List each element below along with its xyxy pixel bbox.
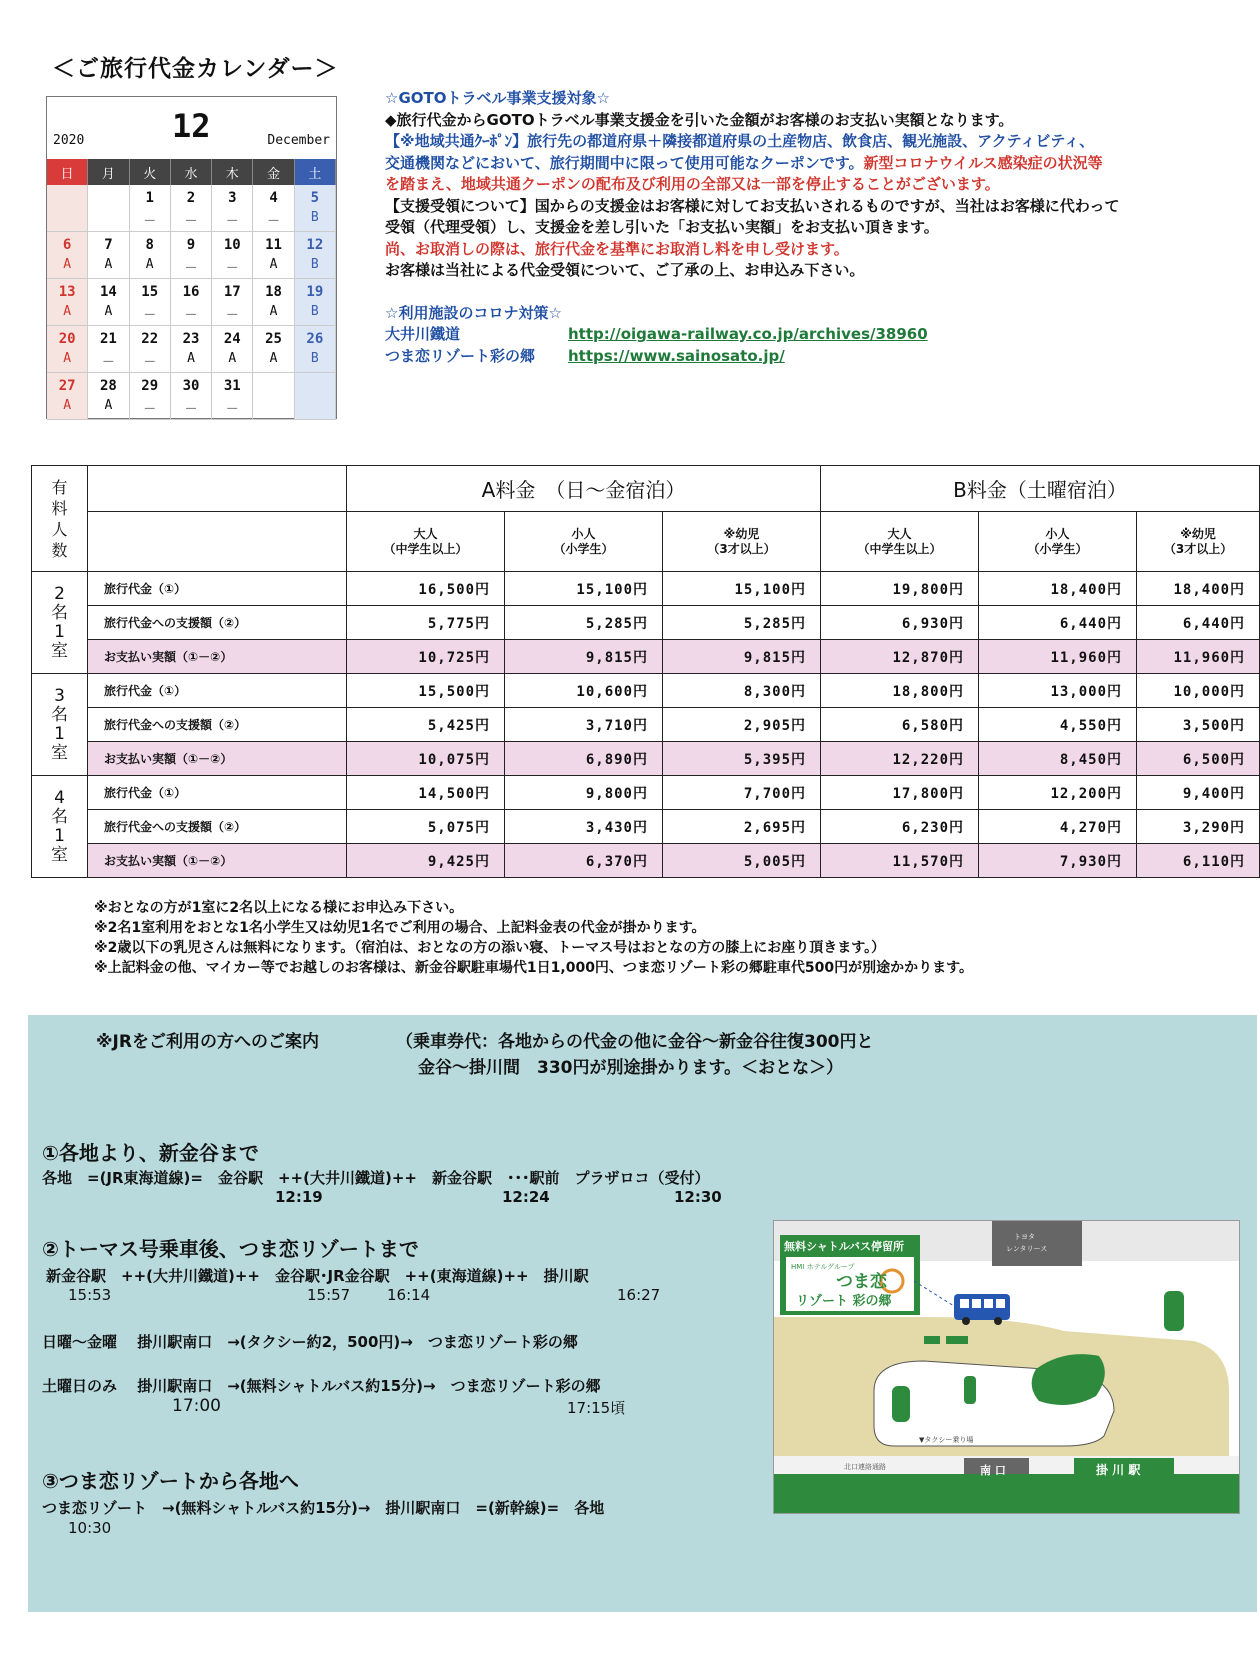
price-cell: 11,960円 xyxy=(1137,640,1260,674)
kakegawa-station-map xyxy=(773,1220,1240,1514)
calendar-day xyxy=(212,232,253,279)
footnote: ※2名1室利用をおとな1名小学生又は幼児1名でご利用の場合、上記料金表の代金が掛かります。 xyxy=(94,920,706,936)
section1-route: 各地 =(JR東海道線)= 金谷駅 ++(大井川鐵道)++ 新金谷駅 ･･･駅前 プラザロコ（受付） xyxy=(42,1169,710,1187)
day-rate-type xyxy=(47,210,87,228)
day-number: 19 xyxy=(306,284,324,300)
day-number: 14 xyxy=(99,284,117,300)
day-rate-type xyxy=(253,398,293,416)
rate-b-header: B料金（土曜宿泊） xyxy=(821,466,1260,512)
price-cell: 3,290円 xyxy=(1137,810,1260,844)
price-cell: 9,815円 xyxy=(505,640,663,674)
section1-time-kanaya: 12:19 xyxy=(275,1188,323,1206)
day-rate-type: A xyxy=(63,351,72,366)
section2-saturday-route: 土曜日のみ 掛川駅南口 →(無料シャトルバス約15分)→ つま恋リゾート彩の郷 xyxy=(42,1377,601,1395)
corner-label: 有料人数 xyxy=(51,477,68,560)
section1-time-shinkanaya: 12:24 xyxy=(502,1188,550,1206)
calendar-day xyxy=(47,279,88,326)
day-rate-type: － xyxy=(143,355,157,370)
calendar-day xyxy=(253,232,294,279)
day-rate-type: A xyxy=(63,398,72,413)
day-rate-type: A xyxy=(145,257,154,272)
price-cell: 6,440円 xyxy=(979,606,1137,640)
section3-title: ③つま恋リゾートから各地へ xyxy=(42,1469,299,1493)
day-rate-type: － xyxy=(101,355,115,370)
weekday-header: 日 xyxy=(47,159,88,185)
price-cell: 7,930円 xyxy=(979,844,1137,878)
row-label: 旅行代金への支援額（②） xyxy=(88,708,347,742)
day-rate-type xyxy=(88,210,128,228)
row-label: 旅行代金（①） xyxy=(88,776,347,810)
footnote: ※おとなの方が1室に2名以上になる様にお申込み下さい。 xyxy=(94,900,464,916)
price-cell: 2,905円 xyxy=(663,708,821,742)
row-label: 旅行代金（①） xyxy=(88,572,347,606)
day-rate-type xyxy=(295,398,335,416)
calendar-day xyxy=(88,232,129,279)
section2-time1: 15:53 xyxy=(68,1286,112,1304)
jr-fare-line1: （乗車券代：各地からの代金の他に金谷～新金谷往復300円と xyxy=(396,1032,874,1052)
day-number: 20 xyxy=(58,331,76,347)
map-north-road: 北口連絡通路 xyxy=(844,1463,886,1471)
room-group-text: 3名1室 xyxy=(51,685,68,763)
price-cell: 6,890円 xyxy=(505,742,663,776)
day-number: 31 xyxy=(223,378,241,394)
table-row xyxy=(32,606,1260,640)
table-row xyxy=(32,844,1260,878)
day-rate-type: － xyxy=(267,214,281,229)
section2-time4: 16:27 xyxy=(617,1286,661,1304)
toyota-building xyxy=(992,1221,1082,1266)
calendar-day xyxy=(212,279,253,326)
map-kakegawa-station: 掛 川 駅 xyxy=(1096,1463,1141,1477)
calendar-day xyxy=(130,279,171,326)
calendar-day xyxy=(253,279,294,326)
day-rate-type: － xyxy=(184,261,198,276)
map-south-exit: 南 口 xyxy=(980,1464,1006,1477)
day-number: 24 xyxy=(223,331,241,347)
day-rate-type: － xyxy=(184,402,198,417)
footnote: ※2歳以下の乳児さんは無料になります。（宿泊は、おとなの方の添い寝、トーマス号はおとなの方の膝上にお座り頂きます。） xyxy=(94,940,886,956)
calendar-grid xyxy=(47,159,336,420)
day-number: 4 xyxy=(269,190,278,206)
map-toyota-1: トヨタ xyxy=(1014,1233,1035,1241)
header-blank xyxy=(88,512,347,572)
agree-note: お客様は当社による代金受領について、ご了承の上、お申込み下さい。 xyxy=(385,261,865,279)
support-note: 【支援受領について】国からの支援金はお客様に対してお支払いされるものですが、当社はお客様に代わって xyxy=(385,196,1120,215)
weekday-header: 土 xyxy=(295,159,336,185)
price-cell: 17,800円 xyxy=(821,776,979,810)
room-group-text: 2名1室 xyxy=(51,583,68,661)
calendar-day xyxy=(47,373,88,420)
price-cell: 6,580円 xyxy=(821,708,979,742)
calendar-day xyxy=(130,326,171,373)
day-number: 25 xyxy=(265,331,282,347)
day-number: 12 xyxy=(306,237,324,253)
table-row xyxy=(32,708,1260,742)
price-cell: 10,000円 xyxy=(1137,674,1260,708)
calendar-day xyxy=(88,279,129,326)
room-group-label xyxy=(32,776,88,878)
price-cell: 6,440円 xyxy=(1137,606,1260,640)
day-number: 23 xyxy=(182,331,200,347)
table-row xyxy=(32,572,1260,606)
map-bus-stop-label: 無料シャトルバス停留所 xyxy=(784,1240,905,1253)
weekday-header: 木 xyxy=(212,159,253,185)
weekday-header: 火 xyxy=(130,159,171,185)
price-cell: 15,500円 xyxy=(347,674,505,708)
footnote: ※上記料金の他、マイカー等でお越しのお客様は、新金谷駅駐車場代1日1,000円、つま恋リゾート彩の郷駐車代500円が別途かかります。 xyxy=(94,960,974,976)
cancel-note: 尚、お取消しの際は、旅行代金を基準にお取消し料を申し受けます。 xyxy=(385,239,849,258)
section2-sat-time2: 17:15頃 xyxy=(567,1399,626,1417)
price-cell: 3,430円 xyxy=(505,810,663,844)
day-number xyxy=(253,378,293,398)
coupon-note: 【※地域共通ｸｰﾎﾟﾝ】旅行先の都道府県＋隣接都道府県の土産物店、飲食店、観光施設、アクティビティ、 xyxy=(385,132,1095,150)
coupon-note-cont: 交通機関などにおいて、旅行期間中に限って使用可能なクーポンです。 xyxy=(385,153,864,172)
calendar-day xyxy=(47,232,88,279)
price-cell: 6,370円 xyxy=(505,844,663,878)
map-illustration xyxy=(774,1221,1240,1514)
day-number: 9 xyxy=(186,237,196,253)
price-cell: 5,285円 xyxy=(663,606,821,640)
day-number: 2 xyxy=(186,190,196,206)
price-cell: 10,075円 xyxy=(347,742,505,776)
day-rate-type: A xyxy=(63,304,72,319)
map-hotel-group: HMI ホテルグループ xyxy=(791,1263,855,1271)
calendar-day xyxy=(295,279,336,326)
age-range: （3才以上） xyxy=(1163,541,1233,556)
day-rate-type: － xyxy=(184,214,198,229)
day-rate-type: － xyxy=(143,308,157,323)
calendar-day xyxy=(171,185,212,232)
calendar-day xyxy=(253,185,294,232)
calendar-day xyxy=(212,185,253,232)
calendar-day xyxy=(171,326,212,373)
price-cell: 8,450円 xyxy=(979,742,1137,776)
day-rate-type: － xyxy=(143,214,157,229)
day-number: 27 xyxy=(58,378,76,394)
room-group-label xyxy=(32,674,88,776)
goto-travel-notes xyxy=(385,88,1205,367)
rate-a-header: A料金 （日～金宿泊） xyxy=(347,466,821,512)
day-number: 5 xyxy=(310,190,320,206)
day-number: 26 xyxy=(306,331,324,347)
section1-title: ①各地より、新金谷まで xyxy=(42,1141,259,1165)
day-rate-type: B xyxy=(310,210,319,225)
weekday-header: 金 xyxy=(253,159,294,185)
price-cell: 4,550円 xyxy=(979,708,1137,742)
price-cell: 18,400円 xyxy=(979,572,1137,606)
age-label: ※幼児 xyxy=(723,526,760,541)
age-header xyxy=(505,512,663,572)
price-cell: 2,695円 xyxy=(663,810,821,844)
map-taxi-label: ▼タクシー乗り場 xyxy=(919,1436,974,1444)
price-cell: 6,930円 xyxy=(821,606,979,640)
day-number: 8 xyxy=(145,237,154,253)
room-group-label xyxy=(32,572,88,674)
calendar-month: 12 xyxy=(172,107,211,145)
day-rate-type: － xyxy=(143,402,157,417)
price-cell: 6,230円 xyxy=(821,810,979,844)
age-label: 大人 xyxy=(413,526,438,541)
day-number: 29 xyxy=(141,378,159,394)
day-rate-type: － xyxy=(225,402,239,417)
age-header xyxy=(979,512,1137,572)
age-header xyxy=(821,512,979,572)
row-label: 旅行代金（①） xyxy=(88,674,347,708)
price-cell: 4,270円 xyxy=(979,810,1137,844)
section2-time3: 16:14 xyxy=(387,1286,431,1304)
day-number: 3 xyxy=(228,190,237,206)
room-group-text: 4名1室 xyxy=(51,787,68,865)
price-cell: 14,500円 xyxy=(347,776,505,810)
price-cell: 18,800円 xyxy=(821,674,979,708)
row-label: 旅行代金への支援額（②） xyxy=(88,810,347,844)
price-cell: 7,700円 xyxy=(663,776,821,810)
corner-header xyxy=(32,466,88,572)
weekday-header: 水 xyxy=(171,159,212,185)
age-range: （小学生） xyxy=(1027,541,1088,556)
day-rate-type: － xyxy=(225,214,239,229)
price-cell: 11,960円 xyxy=(979,640,1137,674)
price-cell: 3,500円 xyxy=(1137,708,1260,742)
jr-fare-line2: 金谷～掛川間 330円が別途掛かります。＜おとな＞） xyxy=(418,1058,844,1078)
calendar-month-english: December xyxy=(267,133,330,148)
age-header xyxy=(347,512,505,572)
day-number: 10 xyxy=(223,237,241,253)
day-rate-type: A xyxy=(228,351,237,366)
age-label: 大人 xyxy=(887,526,912,541)
price-cell: 9,425円 xyxy=(347,844,505,878)
day-rate-type: － xyxy=(225,261,239,276)
price-cell: 12,200円 xyxy=(979,776,1137,810)
table-row xyxy=(32,640,1260,674)
table-row xyxy=(32,674,1260,708)
day-number: 15 xyxy=(141,284,159,300)
price-cell: 16,500円 xyxy=(347,572,505,606)
calendar-day xyxy=(171,373,212,420)
calendar-day xyxy=(171,279,212,326)
age-header xyxy=(1137,512,1260,572)
age-range: （3才以上） xyxy=(707,541,776,556)
page-title: ＜ご旅行代金カレンダー＞ xyxy=(52,56,339,82)
day-rate-type: A xyxy=(104,398,113,413)
calendar-day xyxy=(253,326,294,373)
sainosato-label: つま恋リゾート彩の郷 xyxy=(385,346,536,365)
calendar-day xyxy=(47,185,88,232)
footnotes xyxy=(94,898,973,978)
price-cell: 5,775円 xyxy=(347,606,505,640)
price-cell: 15,100円 xyxy=(505,572,663,606)
price-cell: 9,815円 xyxy=(663,640,821,674)
age-range: （中学生以上） xyxy=(857,541,942,556)
day-rate-type: A xyxy=(187,351,195,366)
calendar-header xyxy=(47,97,336,159)
covid-warning: 新型コロナウイルス感染症の状況等 xyxy=(863,153,1103,172)
day-number: 1 xyxy=(145,190,154,206)
section2-sat-time1: 17:00 xyxy=(172,1396,221,1416)
calendar-day xyxy=(130,373,171,420)
price-cell: 5,005円 xyxy=(663,844,821,878)
section3-time: 10:30 xyxy=(68,1519,112,1537)
day-number: 6 xyxy=(62,237,72,253)
price-cell: 5,285円 xyxy=(505,606,663,640)
calendar-day xyxy=(88,373,129,420)
support-note-cont: 受領（代理受領）し、支援金を差し引いた「お支払い実額」をお支払い頂きます。 xyxy=(385,218,939,236)
calendar-day xyxy=(253,373,294,420)
day-rate-type: A xyxy=(269,257,278,272)
day-number: 18 xyxy=(265,284,282,300)
calendar-day xyxy=(130,232,171,279)
day-rate-type: B xyxy=(310,304,319,319)
calendar-day xyxy=(88,326,129,373)
calendar-day xyxy=(295,326,336,373)
calendar-day xyxy=(295,232,336,279)
corona-heading: ☆利用施設のコロナ対策☆ xyxy=(385,303,562,322)
table-row xyxy=(32,742,1260,776)
price-cell: 18,400円 xyxy=(1137,572,1260,606)
map-brand-1: つま恋 xyxy=(836,1272,887,1292)
price-cell: 10,725円 xyxy=(347,640,505,674)
calendar-day xyxy=(171,232,212,279)
price-cell: 9,400円 xyxy=(1137,776,1260,810)
section2-route: 新金谷駅 ++(大井川鐵道)++ 金谷駅･JR金谷駅 ++(東海道線)++ 掛川駅 xyxy=(46,1267,589,1285)
price-cell: 13,000円 xyxy=(979,674,1137,708)
price-table xyxy=(31,465,1260,878)
day-number xyxy=(47,190,87,210)
row-label: お支払い実額（①－②） xyxy=(88,742,347,776)
price-cell: 5,075円 xyxy=(347,810,505,844)
day-rate-type: A xyxy=(104,257,113,272)
age-label: 小人 xyxy=(571,526,596,541)
age-range: （小学生） xyxy=(553,541,614,556)
day-rate-type: A xyxy=(269,304,278,319)
calendar-year: 2020 xyxy=(53,133,85,148)
note-line: ◆旅行代金からGOTOトラベル事業支援金を引いた金額がお客様のお支払い実額となります。 xyxy=(385,110,1014,129)
price-cell: 12,220円 xyxy=(821,742,979,776)
day-number: 11 xyxy=(265,237,282,253)
calendar-day xyxy=(130,185,171,232)
age-range: （中学生以上） xyxy=(383,541,468,556)
calendar-day xyxy=(47,326,88,373)
row-label: 旅行代金への支援額（②） xyxy=(88,606,347,640)
age-header xyxy=(663,512,821,572)
calendar-day xyxy=(212,326,253,373)
price-cell: 9,800円 xyxy=(505,776,663,810)
day-number: 22 xyxy=(141,331,159,347)
calendar-day xyxy=(88,185,129,232)
row-label: お支払い実額（①－②） xyxy=(88,844,347,878)
price-cell: 6,110円 xyxy=(1137,844,1260,878)
day-number: 7 xyxy=(104,237,113,253)
price-calendar xyxy=(46,96,337,419)
day-rate-type: A xyxy=(269,351,278,366)
section2-weekday-route: 日曜～金曜 掛川駅南口 →(タクシー約2，500円)→ つま恋リゾート彩の郷 xyxy=(42,1333,578,1351)
age-label: ※幼児 xyxy=(1180,526,1216,541)
goto-heading: ☆GOTOトラベル事業支援対象☆ xyxy=(385,89,610,107)
sainosato-link[interactable]: https://www.sainosato.jp/ xyxy=(568,346,785,365)
day-number: 21 xyxy=(99,331,117,347)
price-cell: 6,500円 xyxy=(1137,742,1260,776)
price-cell: 19,800円 xyxy=(821,572,979,606)
calendar-day xyxy=(295,373,336,420)
price-cell: 5,425円 xyxy=(347,708,505,742)
calendar-day xyxy=(295,185,336,232)
table-row xyxy=(32,810,1260,844)
section1-time-plaza: 12:30 xyxy=(674,1188,722,1206)
oigawa-label: 大井川鐵道 xyxy=(385,325,461,343)
price-cell: 5,395円 xyxy=(663,742,821,776)
weekday-header: 月 xyxy=(88,159,129,185)
price-cell: 15,100円 xyxy=(663,572,821,606)
day-number: 17 xyxy=(223,284,241,300)
map-brand-2: リゾート 彩の郷 xyxy=(796,1294,892,1309)
price-cell: 10,600円 xyxy=(505,674,663,708)
day-number: 16 xyxy=(182,284,200,300)
day-rate-type: A xyxy=(63,257,72,272)
price-cell: 11,570円 xyxy=(821,844,979,878)
day-number: 30 xyxy=(182,378,200,394)
map-toyota-2: レンタリース xyxy=(1006,1245,1048,1253)
row-label: お支払い実額（①－②） xyxy=(88,640,347,674)
header-blank xyxy=(88,466,347,512)
table-row xyxy=(32,776,1260,810)
price-cell: 8,300円 xyxy=(663,674,821,708)
day-number: 13 xyxy=(58,284,76,300)
day-number xyxy=(295,378,335,398)
calendar-day xyxy=(212,373,253,420)
section2-time2: 15:57 xyxy=(307,1286,351,1304)
day-rate-type: B xyxy=(310,257,319,272)
day-rate-type: B xyxy=(310,351,319,366)
day-number xyxy=(88,190,128,210)
oigawa-link[interactable]: http://oigawa-railway.co.jp/archives/38960 xyxy=(568,325,928,343)
day-rate-type: － xyxy=(184,308,198,323)
day-rate-type: A xyxy=(104,304,113,319)
day-number: 28 xyxy=(99,378,117,394)
age-label: 小人 xyxy=(1045,526,1070,541)
price-cell: 12,870円 xyxy=(821,640,979,674)
jr-intro: ※JRをご利用の方へのご案内 xyxy=(96,1032,319,1052)
price-cell: 3,710円 xyxy=(505,708,663,742)
covid-warning-cont: を踏まえ、地域共通クーポンの配布及び利用の全部又は一部を停止することがございます。 xyxy=(385,175,1000,193)
section3-route: つま恋リゾート →(無料シャトルバス約15分)→ 掛川駅南口 =(新幹線)= 各地 xyxy=(42,1499,605,1517)
day-rate-type: － xyxy=(225,308,239,323)
section2-title: ②トーマス号乗車後、つま恋リゾートまで xyxy=(42,1237,419,1261)
